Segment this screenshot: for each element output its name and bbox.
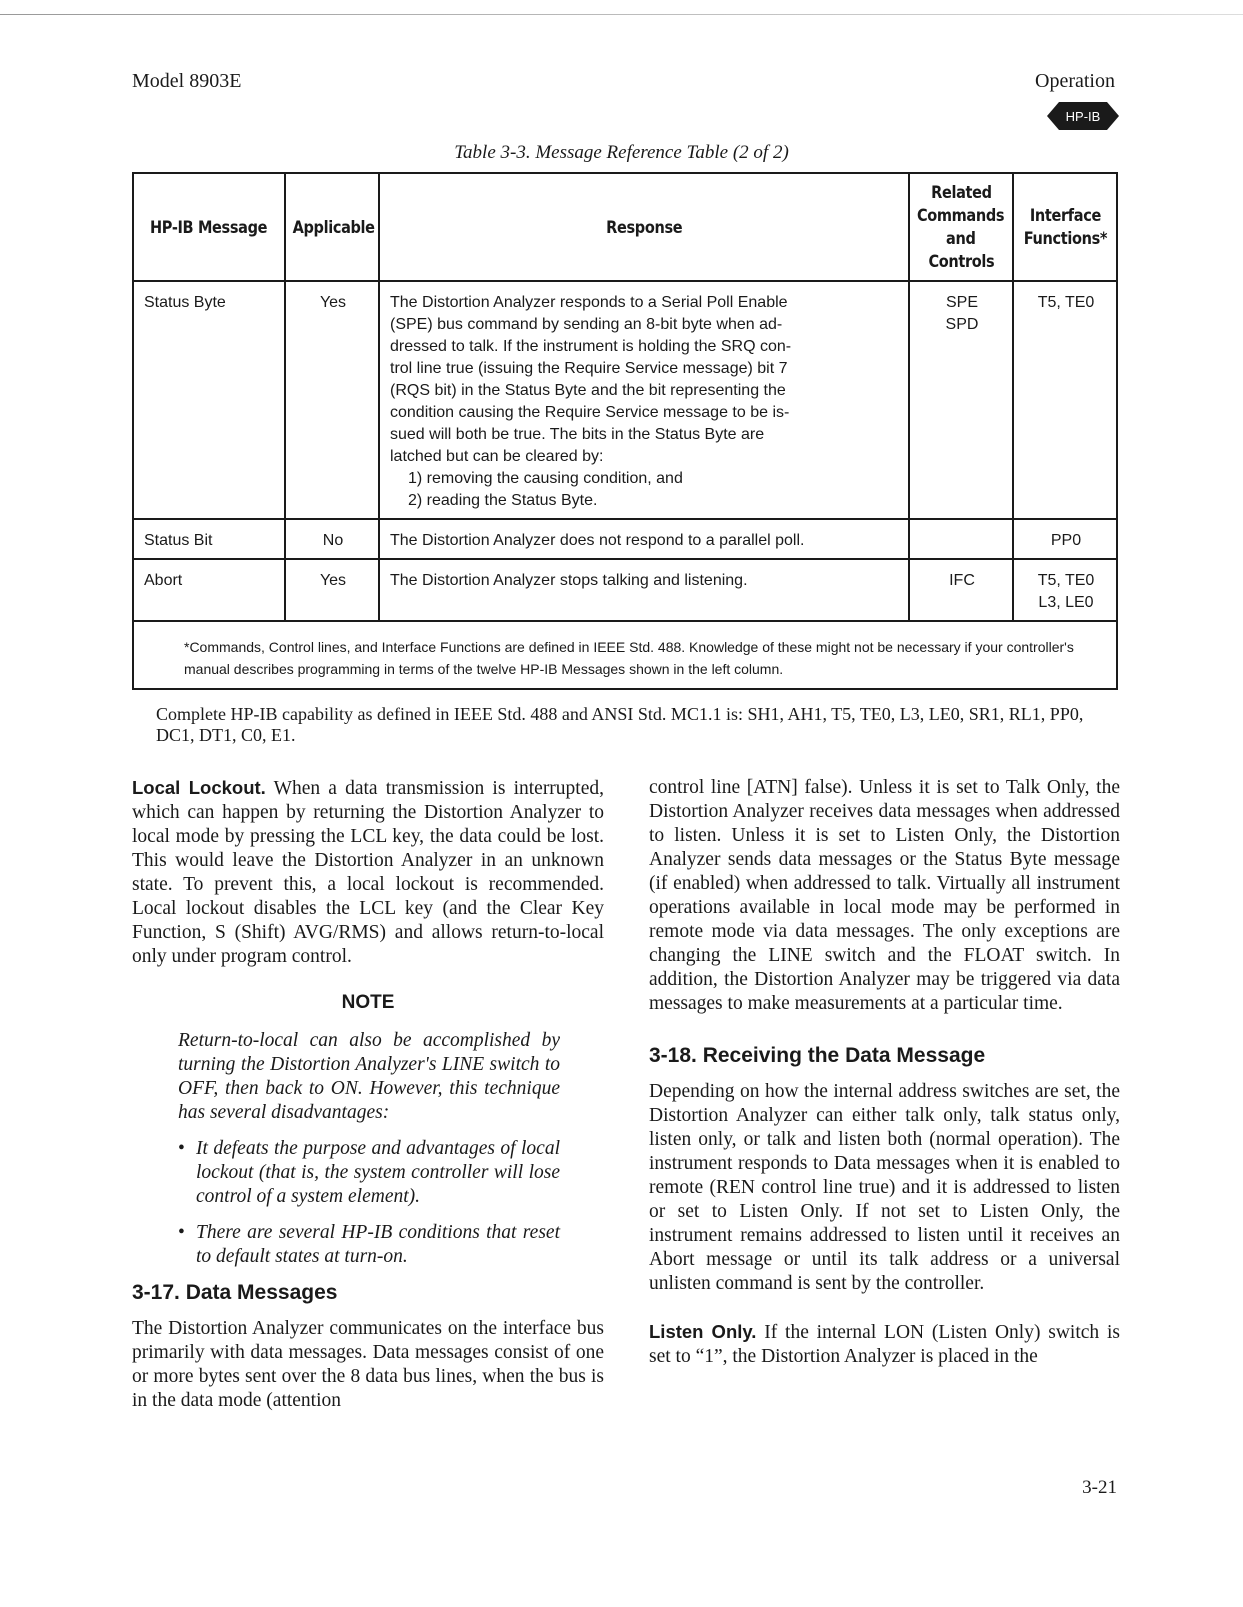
cell-related: IFC [909, 559, 1013, 621]
column-header-interface: Interface Functions* [1013, 173, 1117, 281]
table-header-row [133, 173, 1117, 281]
cell-message: Status Bit [133, 519, 285, 559]
listen-only-paragraph [649, 1320, 1120, 1369]
cell-interface: T5, TE0 L3, LE0 [1013, 559, 1117, 621]
cell-applicable: No [285, 519, 379, 559]
cell-interface: PP0 [1013, 519, 1117, 559]
note-body [132, 1029, 604, 1269]
message-reference-table [132, 172, 1118, 690]
local-lockout-paragraph [132, 776, 604, 969]
column-header-response: Response [379, 173, 909, 281]
note-bullet-list [178, 1137, 560, 1269]
section-317-title: 3-17. Data Messages [132, 1281, 338, 1304]
hpib-badge-icon [1047, 101, 1119, 131]
local-lockout-body: When a data transmission is interrupted, which can happen by returning the Distortion Analyzer to local mode by pressing the LCL key, the data could be lost. This would leave the Distortion Analyzer in an unknown state. To prevent this, a local lockout is recommended. Local lockout disables the LCL key (and the Clear Key Function, S (Shift) AVG/RMS) and allows return-to-local only under program control. [132, 778, 605, 967]
bullet-icon: • [178, 1222, 185, 1243]
section-header: Operation [1035, 70, 1115, 92]
bullet-icon: • [178, 1138, 185, 1159]
page-number: 3-21 [1082, 1477, 1117, 1498]
cell-related [909, 519, 1013, 559]
cell-response: The Distortion Analyzer responds to a Serial Poll Enable (SPE) bus command by sending an 8-bit byte when ad- dressed to talk. If the instrument is holding the SRQ con- trol line true (issuing the Require Service message) bit 7 (RQS bit) in the Status Byte and the bit representing the condition causing the Require Service message to be is- sued will both be true. The bits in the Status Byte are latched but can be cleared by: 1) removing the causing condition, and 2) reading the Status Byte. [379, 281, 909, 519]
table-row [133, 559, 1117, 621]
table-caption: Table 3-3. Message Reference Table (2 of 2) [454, 142, 789, 163]
section-317-body: The Distortion Analyzer communicates on the interface bus primarily with data messages. Data messages consist of one or more bytes sent over the 8 data bus lines, when the bus is in the data mode (attention [132, 1318, 604, 1411]
column-header-message: HP-IB Message [133, 173, 285, 281]
cell-applicable: Yes [285, 281, 379, 519]
model-header: Model 8903E [132, 70, 242, 92]
list-item: • There are several HP-IB conditions that reset to default states at turn-on. [178, 1222, 560, 1267]
note-title: NOTE [341, 992, 395, 1013]
cell-applicable: Yes [285, 559, 379, 621]
table-footnote: *Commands, Control lines, and Interface Functions are defined in IEEE Std. 488. Knowledge of these might not be necessary if your controller's manual describes programming in terms of the twelve HP-IB Messages shown in the left column. [133, 621, 1117, 689]
column-header-applicable: Applicable [285, 173, 379, 281]
hpib-capability-statement: Complete HP-IB capability as defined in IEEE Std. 488 and ANSI Std. MC1.1 is: SH1, AH1, T5, TE0, L3, LE0, SR1, RL1, PP0, DC1, DT1, C0, E1. [156, 704, 1084, 745]
cell-message: Status Byte [133, 281, 285, 519]
table-footnote-row [133, 621, 1117, 689]
hpib-badge-label: HP-IB [1065, 109, 1101, 124]
left-column [132, 776, 604, 1413]
section-318-title: 3-18. Receiving the Data Message [649, 1044, 986, 1067]
table-row [133, 519, 1117, 559]
note-text: Return-to-local can also be accomplished by turning the Distortion Analyzer's LINE switch to OFF, then back to ON. However, this technique has several disadvantages: [178, 1030, 560, 1123]
cell-response: The Distortion Analyzer does not respond to a parallel poll. [379, 519, 909, 559]
listen-only-body: If the internal LON (Listen Only) switch is set to “1”, the Distortion Analyzer is placed in the [649, 1322, 1120, 1367]
local-lockout-heading: Local Lockout. [132, 777, 266, 798]
table-row [133, 281, 1117, 519]
right-column [649, 776, 1120, 1369]
cell-interface: T5, TE0 [1013, 281, 1117, 519]
list-item: • It defeats the purpose and advantages of local lockout (that is, the system controller will lose control of a system element). [178, 1138, 560, 1207]
continuation-paragraph: control line [ATN] false). Unless it is set to Talk Only, the Distortion Analyzer receives data messages when addressed to listen. Unless it is set to Listen Only, the Distortion Analyzer sends data messages or the Status Byte message (if enabled) when addressed to talk. Virtually all instrument operations available in local mode may be performed in remote mode via data messages. The only exceptions are changing the LINE switch and the FLOAT switch. In addition, the Distortion Analyzer may be triggered via data messages to make measurements at a particular time. [649, 777, 1120, 1014]
scan-edge-line [0, 14, 1243, 15]
section-318-body: Depending on how the internal address switches are set, the Distortion Analyzer can either talk only, talk status only, listen only, or talk and listen both (normal operation). The instrument responds to Data messages when it is enabled to remote (REN control line true) and it is addressed to listen or set to Listen Only. If not set to Listen Only, the instrument remains addressed to listen until it receives an Abort message or until its talk address or a universal unlisten command is sent by the controller. [649, 1081, 1120, 1294]
column-header-related: Related Commands and Controls [909, 173, 1013, 281]
listen-only-heading: Listen Only. [649, 1321, 757, 1342]
cell-message: Abort [133, 559, 285, 621]
cell-response: The Distortion Analyzer stops talking and listening. [379, 559, 909, 621]
cell-related: SPE SPD [909, 281, 1013, 519]
